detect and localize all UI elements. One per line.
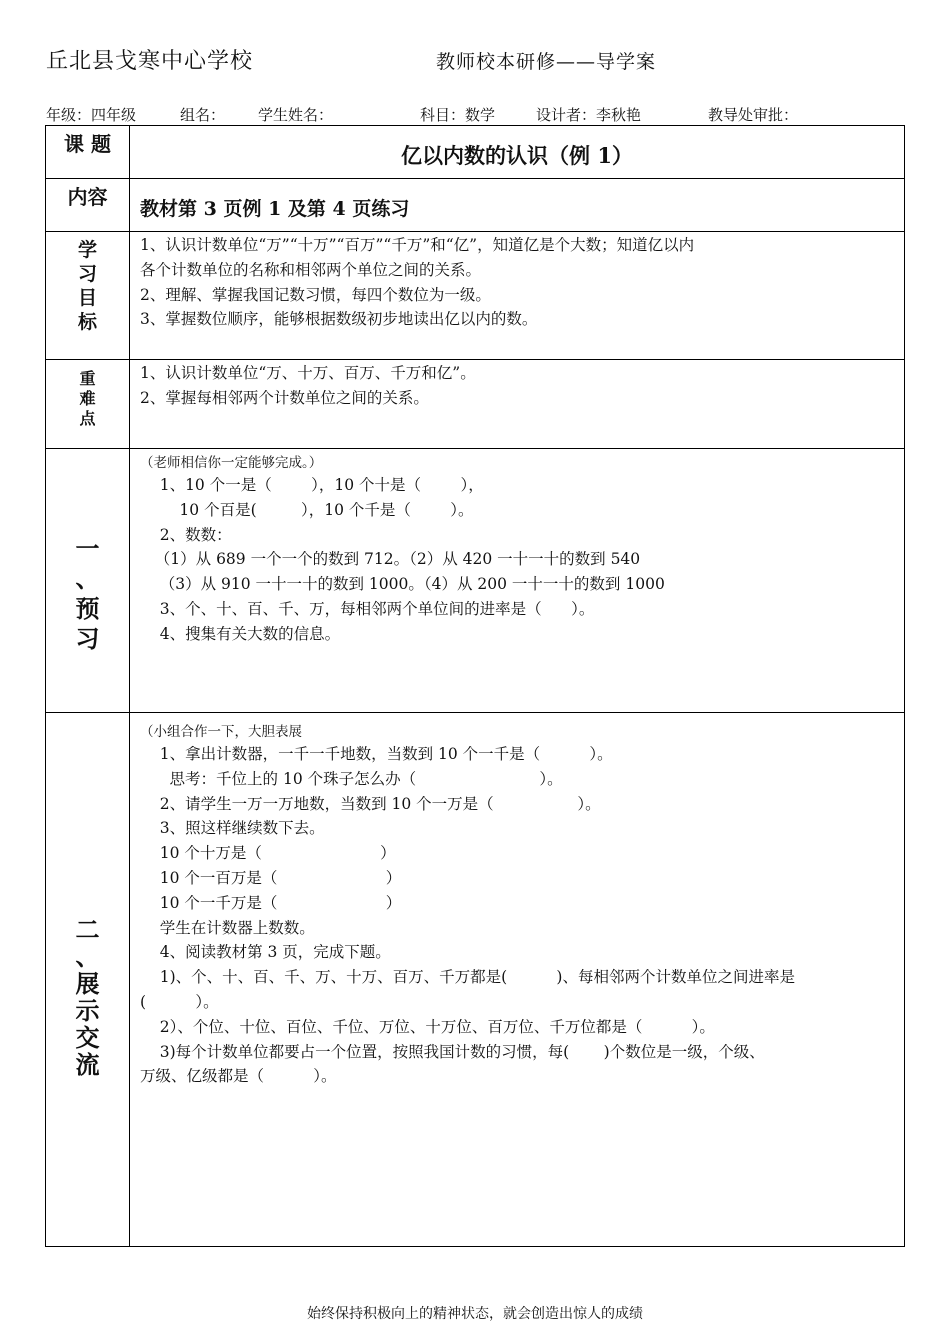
goals-line: 各个计数单位的名称和相邻两个单位之间的关系。 (140, 260, 482, 279)
preview-line: 1、10 个一是（ ），10 个十是（ ）， (140, 476, 484, 494)
preview-label-char: 、 (75, 564, 100, 593)
keypoints-label-char: 重 (79, 369, 96, 388)
keypoints-content (140, 361, 896, 411)
column-divider (129, 126, 130, 1246)
topic-label: 课 题 (64, 132, 111, 156)
goals-label-char: 标 (77, 311, 97, 333)
exchange-line: 10 个一百万是（ ） (140, 868, 402, 887)
topic-value: 亿以内数的认识（例 1） (401, 143, 633, 168)
exchange-line: 1、拿出计数器，一千一千地数，当数到 10 个一千是（ ）。 (140, 745, 613, 763)
row-divider (46, 712, 904, 713)
exchange-line: 思考：千位上的 10 个珠子怎么办（ ）。 (140, 769, 563, 788)
exchange-line: 10 个一千万是（ ） (140, 893, 402, 912)
content-value: 教材第 3 页例 1 及第 4 页练习 (140, 198, 410, 220)
keypoints-label-char: 点 (79, 409, 96, 428)
exchange-line: 1)、个、十、百、千、万、十万、百万、千万都是( )、每相邻两个计数单位之间进率是 (140, 968, 795, 987)
content-label: 内容 (67, 185, 108, 209)
exchange-label-char: 二 (75, 915, 100, 944)
document-title: 教师校本研修——导学案 (436, 51, 657, 73)
footer-motto: 始终保持积极向上的精神状态，就会创造出惊人的成绩 (307, 1306, 643, 1322)
exchange-line: 3、照这样继续数下去。 (140, 819, 325, 838)
exchange-line: 10 个十万是（ ） (140, 844, 396, 863)
exchange-label-char: 、 (75, 942, 100, 971)
goals-label (46, 238, 129, 334)
row-divider (46, 178, 904, 179)
keypoints-line: 2、掌握每相邻两个计数单位之间的关系。 (140, 388, 429, 407)
keypoints-line: 1、认识计数单位“万、十万、百万、千万和亿”。 (140, 364, 476, 382)
preview-label-char: 习 (75, 624, 100, 653)
exchange-line: 学生在计数器上数数。 (140, 918, 315, 937)
goals-label-char: 习 (77, 263, 97, 285)
preview-label-char: 一 (75, 534, 100, 563)
exchange-line: 万级、亿级都是（ ）。 (140, 1067, 337, 1086)
exchange-line: ( ）。 (140, 992, 219, 1011)
goals-line: 3、掌握数位顺序，能够根据数级初步地读出亿以内的数。 (140, 310, 538, 329)
student-name-field: 学生姓名： (258, 106, 334, 124)
exchange-label-char: 示 (75, 996, 100, 1025)
preview-line: （1）从 689 一个一个的数到 712。（2）从 420 一十一十的数到 540 (140, 550, 641, 569)
preview-line: 4、搜集有关大数的信息。 (140, 624, 341, 643)
preview-line: 10 个百是( ），10 个千是（ ）。 (140, 500, 474, 519)
subject-field: 科目：数学 (420, 106, 496, 124)
row-divider (46, 359, 904, 360)
approval-field: 教导处审批： (708, 106, 799, 124)
exchange-label-char: 交 (75, 1023, 100, 1052)
goals-line: 1、认识计数单位“万”“十万”“百万”“千万”和“亿”，知道亿是个大数；知道亿以内 (140, 236, 695, 254)
exchange-note: （小组合作一下，大胆表展 (140, 724, 302, 740)
preview-line: 3、个、十、百、千、万，每相邻两个单位间的进率是（ ）。 (140, 599, 595, 618)
exchange-line: 3)每个计数单位都要占一个位置，按照我国计数的习惯，每( )个数位是一级，个级、 (140, 1042, 765, 1061)
lesson-plan-table (45, 125, 905, 1247)
exchange-label-char: 流 (75, 1050, 100, 1079)
grade-field: 年级：四年级 (46, 106, 137, 124)
preview-note: （老师相信你一定能够完成。） (140, 455, 323, 471)
exchange-content (140, 722, 896, 1089)
exchange-line: 2）、个位、十位、百位、千位、万位、十万位、百万位、千万位都是（ ）。 (140, 1017, 715, 1036)
group-field: 组名： (180, 106, 226, 124)
row-divider (46, 231, 904, 232)
designer-field: 设计者：李秋艳 (536, 106, 642, 124)
header-meta (46, 104, 916, 124)
preview-label (46, 534, 129, 654)
exchange-line: 2、请学生一万一万地数，当数到 10 个一万是（ ）。 (140, 794, 601, 813)
goals-label-char: 目 (77, 287, 97, 309)
preview-line: 2、数数： (140, 525, 232, 544)
preview-label-char: 预 (75, 594, 100, 623)
row-divider (46, 448, 904, 449)
goals-content (140, 233, 896, 332)
exchange-label (46, 916, 129, 1078)
exchange-label-char: 展 (75, 969, 100, 998)
preview-line: （3）从 910 一十一十的数到 1000。（4）从 200 一十一十的数到 1000 (140, 575, 665, 594)
goals-line: 2、理解、掌握我国记数习惯，每四个数位为一级。 (140, 285, 491, 304)
school-name: 丘北县戈寒中心学校 (46, 49, 254, 74)
keypoints-label (46, 369, 129, 429)
preview-content (140, 453, 896, 647)
keypoints-label-char: 难 (79, 389, 96, 408)
exchange-line: 4、阅读教材第 3 页，完成下题。 (140, 943, 391, 962)
goals-label-char: 学 (77, 239, 97, 261)
